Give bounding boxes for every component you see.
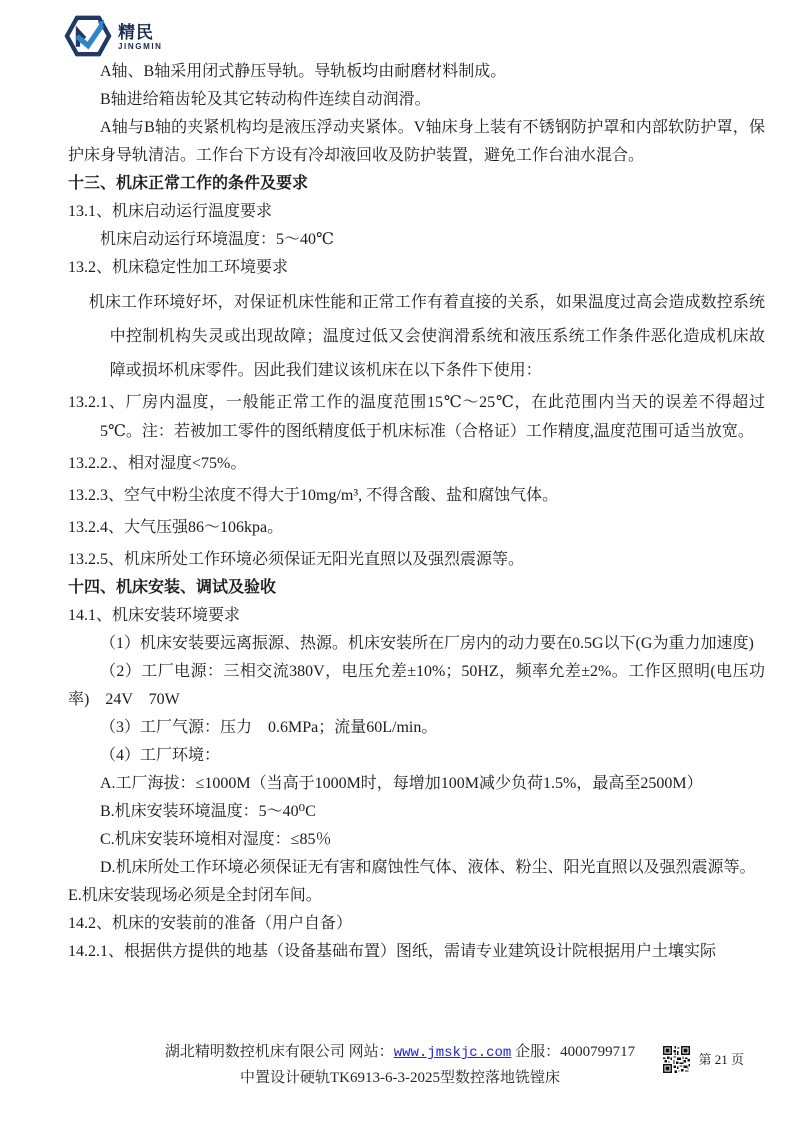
clause-13-2-2: 13.2.2.、相对湿度<75%。 — [68, 455, 247, 472]
website-link[interactable]: www.jmskjc.com — [393, 1045, 512, 1061]
section-heading-13: 十三、机床正常工作的条件及要求 — [68, 175, 309, 192]
clause-13-2-3: 13.2.3、空气中粉尘浓度不得大于10mg/m³, 不得含酸、盐和腐蚀气体。 — [68, 487, 559, 504]
footer-machine-line: 中置设计硬轨TK6913-6-3-2025型数控落地铣镗床 — [240, 1070, 560, 1086]
footer-phone-text: 企服：4000799717 — [511, 1044, 636, 1060]
clause-14-2: 14.2、机床的安装前的准备（用户自备） — [68, 915, 353, 932]
clause-13-2-1: 13.2.1、厂房内温度，一般能正常工作的温度范围15℃～25℃，在此范围内当天的误差不得超过5℃。注：若被加工零件的图纸精度低于机床标准（合格证）工作精度,温度范围可适当放宽。 — [68, 394, 765, 440]
list-item-e: E.机床安装现场必须是全封闭车间。 — [68, 887, 322, 904]
clause-14-2-1: 14.2.1、根据供方提供的地基（设备基础布置）图纸，需请专业建筑设计院根据用户土壤实际 — [68, 943, 717, 960]
page-footer — [0, 1040, 800, 1091]
logo-text-cn: 精民 — [118, 22, 154, 42]
list-item-b: B.机床安装环境温度：5～40⁰C — [100, 803, 316, 820]
qr-code-icon — [663, 1046, 690, 1073]
body-paragraph: （2）工厂电源：三相交流380V，电压允差±10%；50HZ，频率允差±2%。工作区照明(电压功率) 24V 70W — [68, 663, 765, 708]
list-item-d: D.机床所处工作环境必须保证无有害和腐蚀性气体、液体、粉尘、阳光直照以及强烈震源等。 — [100, 859, 756, 876]
company-logo — [64, 14, 163, 58]
clause-13-2-5: 13.2.5、机床所处工作环境必须保证无阳光直照以及强烈震源等。 — [68, 551, 525, 568]
page-number: 第 21 页 — [698, 1052, 744, 1067]
body-paragraph: （3）工厂气源：压力 0.6MPa；流量60L/min。 — [100, 719, 438, 736]
logo-text-en: JINGMIN — [118, 41, 163, 51]
list-item-a: A.工厂海拔：≤1000M（当高于1000M时，每增加100M减少负荷1.5%，最高至2500M） — [100, 775, 703, 792]
clause-14-1: 14.1、机床安装环境要求 — [68, 607, 241, 624]
footer-company-text: 湖北精明数控机床有限公司 网站： — [164, 1044, 394, 1060]
logo-hexagon-icon — [64, 14, 112, 58]
section-heading-14: 十四、机床安装、调试及验收 — [68, 579, 277, 596]
clause-13-1: 13.1、机床启动运行温度要求 — [68, 203, 273, 220]
body-paragraph: 机床工作环境好坏，对保证机床性能和正常工作有着直接的关系，如果温度过高会造成数控系统中控制机构失灵或出现故障；温度过低又会使润滑系统和液压系统工作条件恶化造成机床故障或损坏机床零件。因此我们建议该机床在以下条件下使用： — [88, 294, 765, 379]
clause-13-2-4: 13.2.4、大气压强86～106kpa。 — [68, 519, 284, 536]
clause-13-2: 13.2、机床稳定性加工环境要求 — [68, 259, 289, 276]
list-item-c: C.机床安装环境相对湿度：≤85％ — [100, 831, 332, 848]
body-paragraph: A轴与B轴的夹紧机构均是液压浮动夹紧体。V轴床身上装有不锈钢防护罩和内部软防护罩，保护床身导轨清洁。工作台下方设有冷却液回收及防护装置，避免工作台油水混合。 — [68, 119, 765, 164]
body-paragraph: 机床启动运行环境温度：5～40℃ — [100, 231, 334, 248]
body-paragraph: B轴进给箱齿轮及其它转动构件连续自动润滑。 — [100, 91, 431, 108]
body-paragraph: A轴、B轴采用闭式静压导轨。导轨板均由耐磨材料制成。 — [100, 63, 507, 80]
document-body — [68, 58, 765, 966]
body-paragraph: （4）工厂环境： — [100, 747, 221, 764]
body-paragraph: （1）机床安装要远离振源、热源。机床安装所在厂房内的动力要在0.5G以下(G为重力加速度) — [100, 635, 754, 652]
